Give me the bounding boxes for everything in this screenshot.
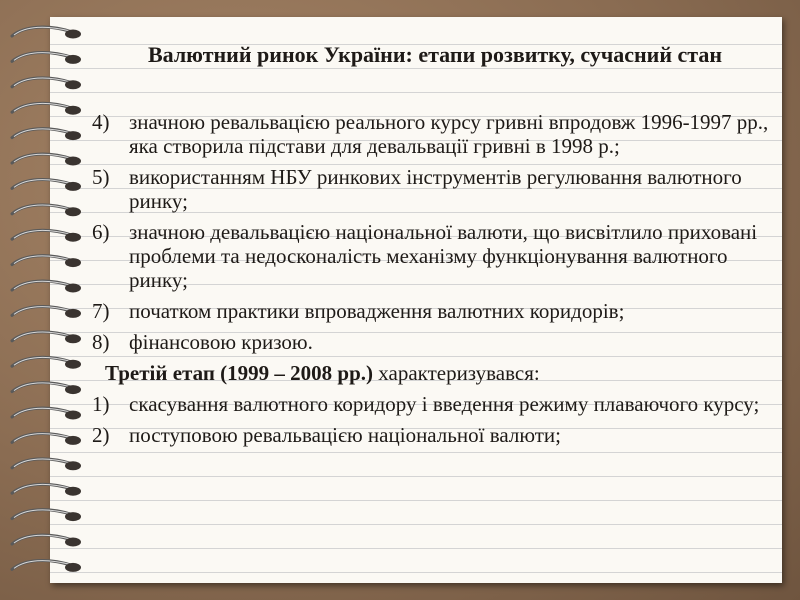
spiral-ring <box>12 484 81 495</box>
spiral-ring <box>12 179 81 190</box>
spiral-ring <box>12 433 81 444</box>
notebook-spiral-icon <box>0 22 90 582</box>
slide-content <box>92 110 772 454</box>
list-item <box>92 423 772 447</box>
list-item <box>92 110 772 158</box>
list-item <box>92 330 772 354</box>
slide-title: Валютний ринок України: етапи розвитку, сучасний стан <box>147 42 723 67</box>
list-item-number: 6) <box>92 220 110 244</box>
list-item-number: 4) <box>92 110 110 134</box>
list-item <box>92 299 772 323</box>
spiral-ring <box>12 78 81 89</box>
list-item-number: 1) <box>92 392 110 416</box>
spiral-ring <box>12 306 81 317</box>
spiral-ring <box>12 383 81 394</box>
spiral-ring <box>12 357 81 368</box>
list-item-text: скасування валютного коридору і введення режиму плаваючого курсу; <box>129 392 760 416</box>
spiral-ring <box>12 408 81 419</box>
spiral-ring <box>12 459 81 470</box>
list-item <box>92 392 772 416</box>
spiral-ring <box>12 205 81 216</box>
stage-heading <box>92 361 772 385</box>
spiral-ring <box>12 52 81 63</box>
spiral-ring <box>12 154 81 165</box>
list-item-text: поступовою ревальвацією національної валюти; <box>129 423 561 447</box>
spiral-ring <box>12 510 81 521</box>
spiral-ring <box>12 27 81 38</box>
spiral-ring <box>12 256 81 267</box>
list-item-number: 8) <box>92 330 110 354</box>
list-item-text: початком практики впровадження валютних коридорів; <box>129 299 625 323</box>
list-item <box>92 220 772 292</box>
list-item-text: фінансовою кризою. <box>129 330 313 354</box>
spiral-ring <box>12 281 81 292</box>
list-item-number: 2) <box>92 423 110 447</box>
spiral-ring <box>12 560 81 571</box>
stage-heading-bold: Третій етап (1999 – 2008 рр.) <box>105 361 374 385</box>
spiral-ring <box>12 103 81 114</box>
list-item-text: значною девальвацією національної валюти, що висвітлило приховані проблеми та недосконалість механізму функціонування валютного ринку; <box>129 220 758 292</box>
spiral-ring <box>12 535 81 546</box>
spiral-ring <box>12 129 81 140</box>
list-item-text: використанням НБУ ринкових інструментів регулювання валютного ринку; <box>129 165 742 213</box>
list-item-number: 7) <box>92 299 110 323</box>
list-item-number: 5) <box>92 165 110 189</box>
spiral-ring <box>12 230 81 241</box>
spiral-ring <box>12 332 81 343</box>
stage-heading-rest: характеризувався: <box>378 361 540 385</box>
list-item <box>92 165 772 213</box>
list-item-text: значною ревальвацією реального курсу гривні впродовж 1996-1997 рр., яка створила підстави для девальвації гривні в 1998 р.; <box>129 110 769 158</box>
